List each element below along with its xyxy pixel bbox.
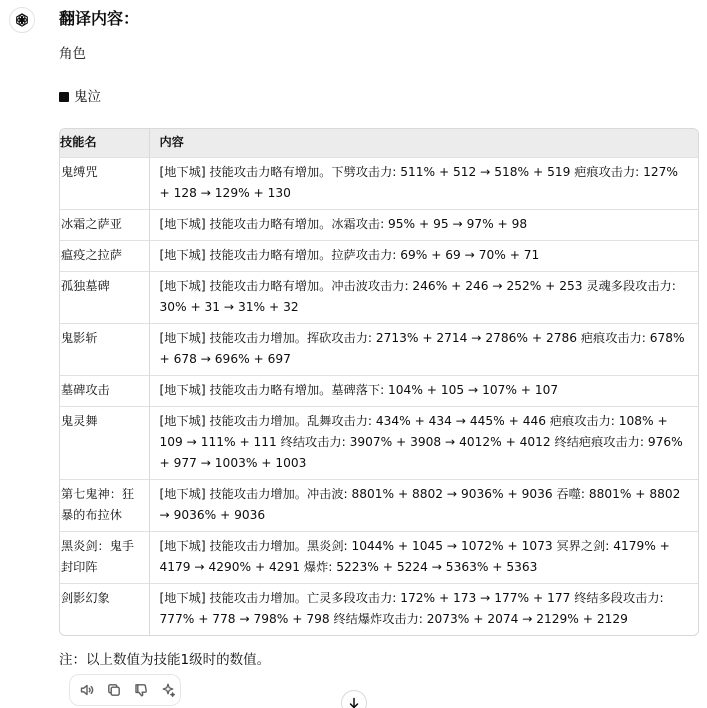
skill-content-cell: [地下城] 技能攻击力增加。挥砍攻击力: 2713% + 2714 → 2786% + 2786 疤痕攻击力: 678% + 678 → 696% + 697 [149,323,698,375]
skill-table [59,128,699,636]
role-label: 角色 [59,46,86,62]
square-bullet-icon [59,92,69,102]
speaker-icon [79,682,95,698]
skill-content-cell: [地下城] 技能攻击力略有增加。墓碑落下: 104% + 105 → 107% + 107 [149,375,698,406]
copy-button[interactable] [105,681,123,699]
skill-name-cell: 冰霜之萨亚 [60,209,149,240]
skill-name-cell: 黑炎剑：鬼手封印阵 [60,531,149,583]
skill-content-cell: [地下城] 技能攻击力增加。冲击波: 8801% + 8802 → 9036% + 9036 吞噬: 8801% + 8802 → 9036% + 9036 [149,479,698,531]
assistant-avatar [9,7,35,33]
skill-name-cell: 剑影幻象 [60,583,149,635]
scroll-to-bottom-button[interactable] [341,690,367,708]
skill-name-cell: 瘟疫之拉萨 [60,240,149,271]
skill-content-cell: [地下城] 技能攻击力增加。乱舞攻击力: 434% + 434 → 445% + 446 疤痕攻击力: 108% + 109 → 111% + 111 终结攻击力: 3907% + 3908 → 4012% + 4012 终结疤痕攻击力: 976% + 977 → 1003% + 1003 [149,406,698,479]
bad-response-button[interactable] [132,681,150,699]
table-row [60,479,698,531]
skill-content-cell: [地下城] 技能攻击力增加。亡灵多段攻击力: 172% + 173 → 177% + 177 终结多段攻击力: 777% + 778 → 798% + 798 终结爆炸攻击力: 2073% + 2074 → 2129% + 2129 [149,583,698,635]
skill-content-cell: [地下城] 技能攻击力增加。黑炎剑: 1044% + 1045 → 1072% + 1073 冥界之剑: 4179% + 4179 → 4290% + 4291 爆炸: 5223% + 5224 → 5363% + 5363 [149,531,698,583]
skill-name-cell: 墓碑攻击 [60,375,149,406]
openai-logo-icon [14,12,30,28]
skill-content-cell: [地下城] 技能攻击力略有增加。冰霜攻击: 95% + 95 → 97% + 98 [149,209,698,240]
message-action-bar [69,674,181,706]
table-row [60,209,698,240]
footnote: 注：以上数值为技能1级时的数值。 [59,652,271,668]
skill-content-cell: [地下城] 技能攻击力略有增加。拉萨攻击力: 69% + 69 → 70% + 71 [149,240,698,271]
table-row [60,531,698,583]
table-row [60,157,698,209]
sparkle-icon [160,682,176,698]
arrow-down-icon [347,696,361,708]
regenerate-button[interactable] [159,681,177,699]
skill-name-cell: 鬼缚咒 [60,157,149,209]
table-row [60,240,698,271]
table-header-row [60,129,698,157]
skill-name-cell: 孤独墓碑 [60,271,149,323]
thumbs-down-icon [133,682,149,698]
table-row [60,583,698,635]
table-row [60,375,698,406]
table-row [60,271,698,323]
copy-icon [106,682,122,698]
table-row [60,323,698,375]
read-aloud-button[interactable] [78,681,96,699]
character-bullet [59,87,101,107]
column-header-content: 内容 [149,129,698,157]
message-heading: 翻译内容： [59,9,140,28]
skill-name-cell: 第七鬼神：狂暴的布拉休 [60,479,149,531]
character-name: 鬼泣 [74,89,101,105]
table-row [60,406,698,479]
column-header-skill-name: 技能名 [60,129,149,157]
skill-content-cell: [地下城] 技能攻击力略有增加。冲击波攻击力: 246% + 246 → 252% + 253 灵魂多段攻击力: 30% + 31 → 31% + 32 [149,271,698,323]
skill-content-cell: [地下城] 技能攻击力略有增加。下劈攻击力: 511% + 512 → 518% + 519 疤痕攻击力: 127% + 128 → 129% + 130 [149,157,698,209]
skill-name-cell: 鬼影斩 [60,323,149,375]
skill-name-cell: 鬼灵舞 [60,406,149,479]
